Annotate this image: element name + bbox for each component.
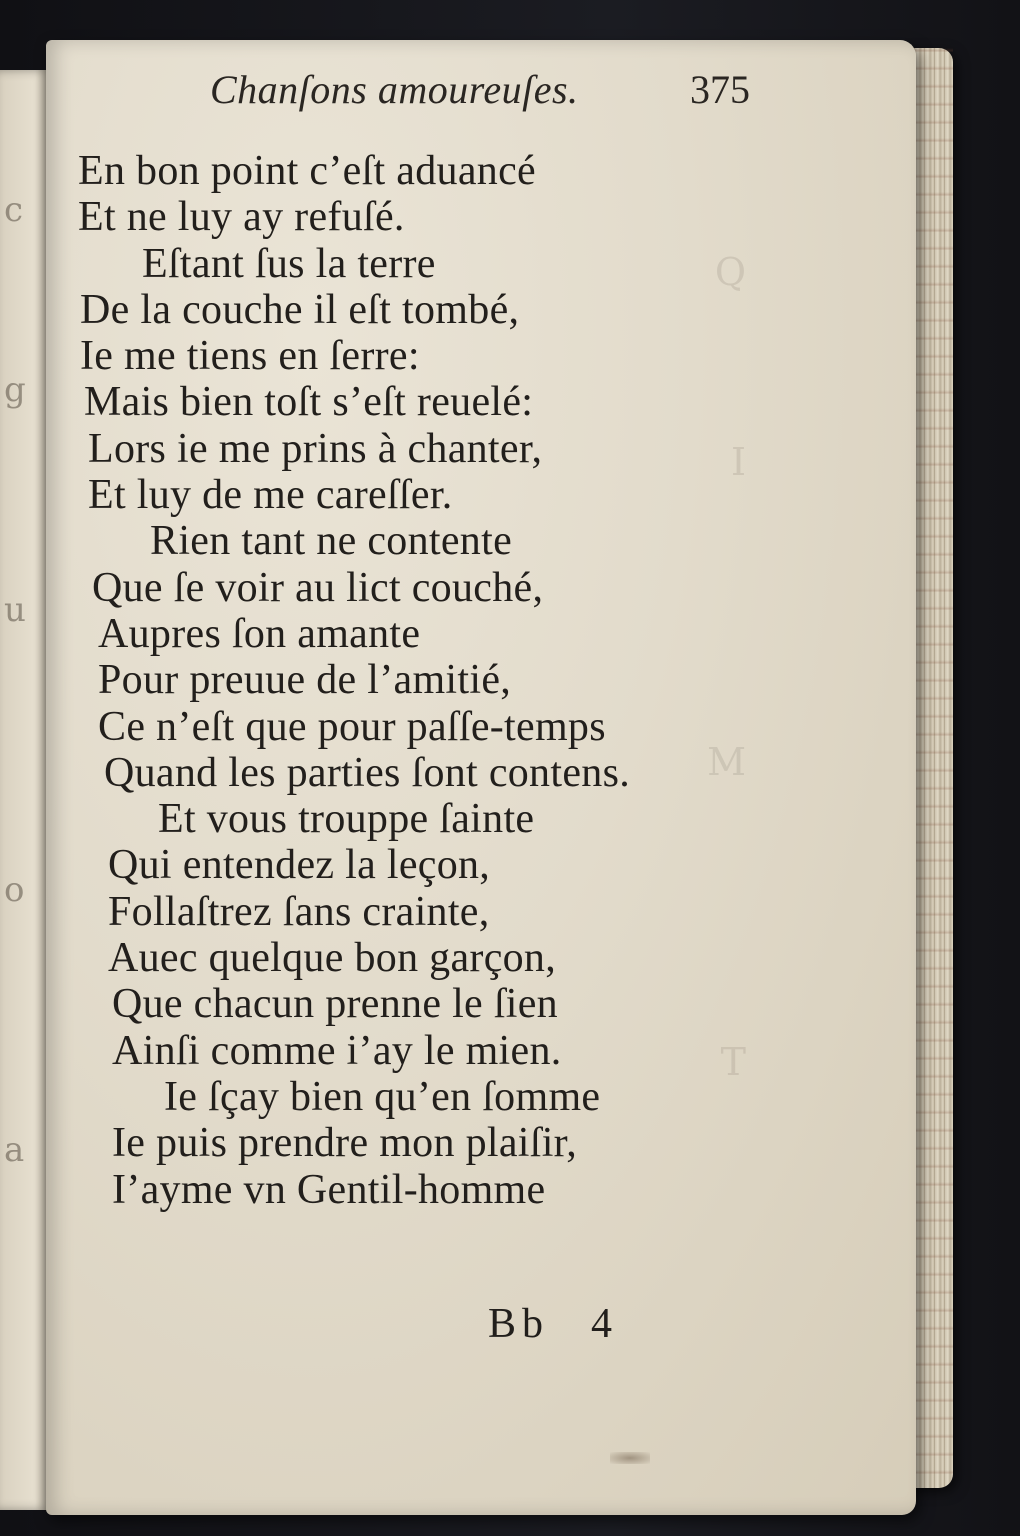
bleed-glyph: g bbox=[4, 370, 26, 410]
bleed-glyph: a bbox=[4, 1130, 25, 1170]
verse-line: Aupres ſon amante bbox=[98, 610, 421, 657]
verse-line: Qui entendez la leçon, bbox=[108, 842, 491, 889]
verse-line: En bon point c’eſt aduancé bbox=[78, 148, 536, 194]
verse-line: Quand les parties ſont contens. bbox=[104, 749, 631, 796]
show-through-text: M bbox=[707, 740, 746, 784]
verse-line: Et luy de me careſſer. bbox=[88, 472, 453, 519]
verse-line: Follaſtrez ſans crainte, bbox=[108, 888, 490, 935]
running-title: Chanſons amoureuſes. bbox=[210, 67, 579, 112]
verse-line: Mais bien toſt s’eſt reuelé: bbox=[84, 379, 534, 426]
verse-line: Et ne luy ay refuſé. bbox=[78, 194, 405, 241]
verse-line: Et vous trouppe ſainte bbox=[158, 796, 535, 843]
bleed-glyph: c bbox=[4, 190, 24, 230]
verse-line: Que ſe voir au lict couché, bbox=[92, 564, 544, 611]
show-through-text: T bbox=[720, 1040, 746, 1084]
previous-page-edge bbox=[0, 70, 50, 1510]
verse-line: Eſtant ſus la terre bbox=[142, 240, 436, 287]
ink-smudge bbox=[610, 1452, 650, 1464]
verse-line: Lors ie me prins à chanter, bbox=[88, 425, 543, 472]
verse-line: De la couche il eſt tombé, bbox=[80, 286, 520, 333]
page-number: 375 bbox=[690, 67, 750, 112]
signature-number: 4 bbox=[591, 1301, 619, 1347]
verse-line: Ce n’eſt que pour paſſe-temps bbox=[98, 703, 606, 750]
verse-line: Ie ſçay bien qu’en ſomme bbox=[164, 1073, 601, 1120]
bleed-glyph: o bbox=[4, 870, 25, 910]
song-verse bbox=[78, 148, 718, 1213]
verse-line: Ie puis prendre mon plaiſir, bbox=[112, 1120, 578, 1167]
bleed-glyph: u bbox=[4, 590, 26, 630]
verse-line: Rien tant ne contente bbox=[150, 518, 513, 565]
running-head bbox=[210, 66, 750, 126]
signature-letters: Bb bbox=[488, 1301, 550, 1347]
show-through-text: I bbox=[730, 440, 746, 484]
verse-line: Auec quelque bon garçon, bbox=[108, 935, 557, 982]
verse-line: I’ayme vn Gentil-homme bbox=[112, 1166, 546, 1213]
signature-mark bbox=[488, 1300, 618, 1348]
verse-line: Que chacun prenne le ſien bbox=[112, 981, 558, 1028]
verse-line: Pour preuue de l’amitié, bbox=[98, 657, 512, 704]
verse-line: Ainſi comme i’ay le mien. bbox=[112, 1027, 562, 1074]
verse-line: Ie me tiens en ſerre: bbox=[80, 333, 420, 380]
show-through-text: Q bbox=[714, 250, 746, 294]
